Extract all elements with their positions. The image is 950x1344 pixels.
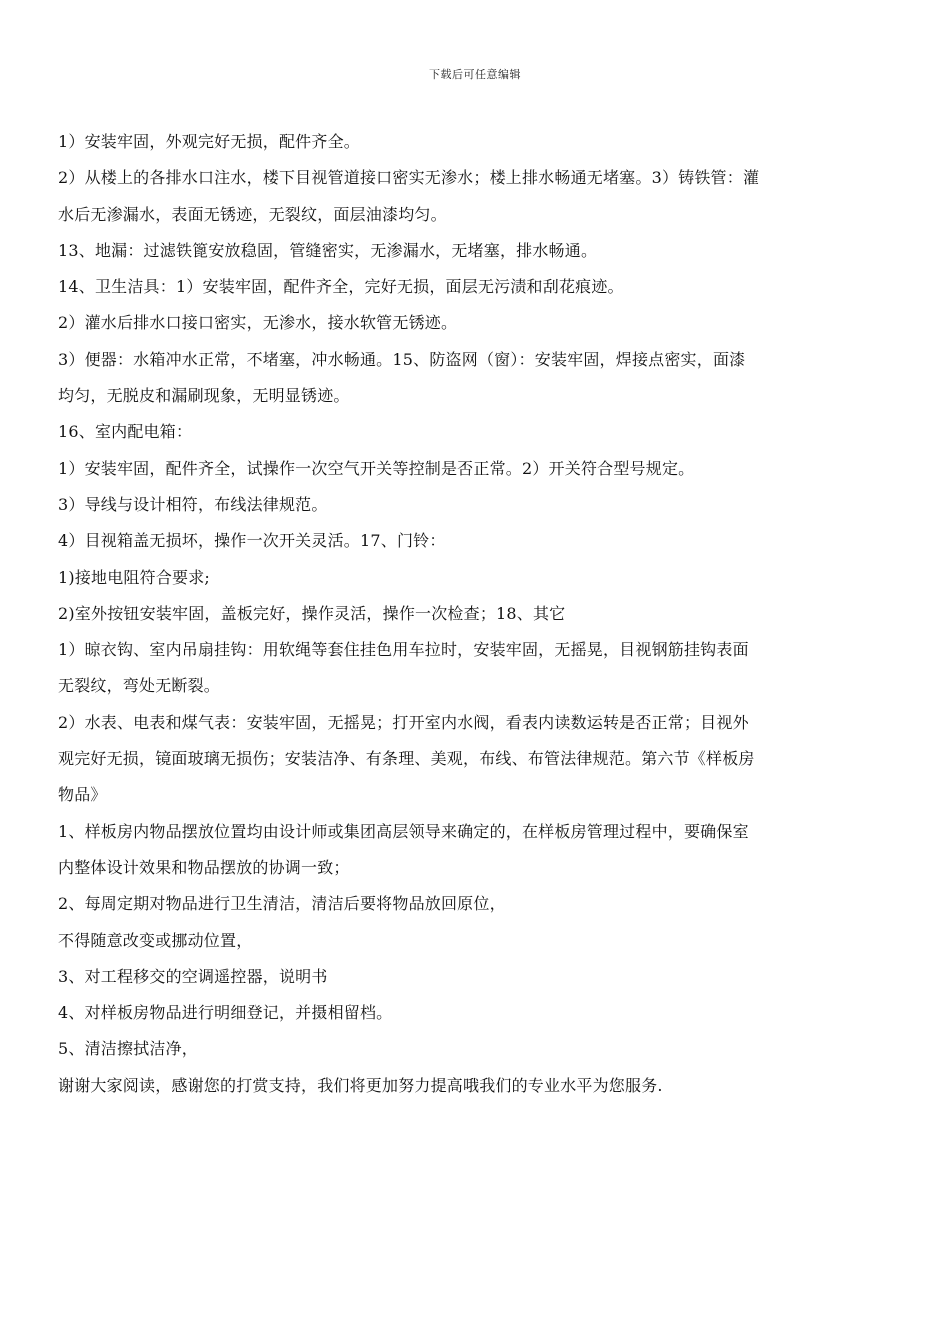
text-line: 1）安装牢固，外观完好无损，配件齐全。 — [58, 132, 360, 151]
text-line: 16、室内配电箱： — [58, 422, 193, 442]
text-line: 1、样板房内物品摆放位置均由设计师或集团高层领导来确定的，在样板房管理过程中，要确保室 — [58, 821, 749, 841]
closing-line: 谢谢大家阅读，感谢您的打赏支持，我们将更加努力提高哦我们的专业水平为您服务. — [58, 1075, 663, 1095]
page-header: 下载后可任意编辑 — [429, 68, 521, 81]
text-line: 观完好无损，镜面玻璃无损伤；安装洁净、有条理、美观，布线、布管法律规范。第六节《样板房 — [58, 749, 755, 769]
text-line: 水后无渗漏水，表面无锈迹，无裂纹，面层油漆均匀。 — [58, 204, 447, 224]
text-line: 1)接地电阻符合要求; — [58, 567, 211, 587]
text-line: 3）导线与设计相符，布线法律规范。 — [58, 494, 328, 514]
text-line: 2、每周定期对物品进行卫生清洁，清洁后要将物品放回原位， — [58, 894, 506, 914]
text-line: 无裂纹，弯处无断裂。 — [58, 676, 221, 696]
text-line: 1）晾衣钩、室内吊扇挂钩：用软绳等套住挂色用车拉时，安装牢固，无摇晃，目视钢筋挂钩表面 — [58, 640, 749, 660]
text-line: 2）水表、电表和煤气表：安装牢固，无摇晃；打开室内水阀，看表内读数运转是否正常；目视外 — [58, 712, 749, 732]
text-line: 内整体设计效果和物品摆放的协调一致； — [58, 857, 350, 877]
text-line: 物品》 — [58, 785, 107, 805]
text-line: 4）目视箱盖无损坏，操作一次开关灵活。17、门铃： — [58, 531, 446, 551]
text-line: 2)室外按钮安装牢固，盖板完好，操作灵活，操作一次检查；18、其它 — [58, 603, 566, 623]
text-line: 3、对工程移交的空调遥控器，说明书 — [58, 966, 328, 986]
text-line: 14、卫生洁具：1）安装牢固，配件齐全，完好无损，面层无污渍和刮花痕迹。 — [58, 277, 624, 297]
document-body — [58, 124, 888, 1104]
text-line: 不得随意改变或挪动位置， — [58, 930, 253, 950]
text-line: 13、地漏：过滤铁篦安放稳固，管缝密实，无渗漏水，无堵塞，排水畅通。 — [58, 240, 598, 260]
text-line: 4、对样板房物品进行明细登记，并摄相留档。 — [58, 1003, 393, 1023]
text-line: 2）从楼上的各排水口注水，楼下目视管道接口密实无渗水；楼上排水畅通无堵塞。3）铸铁管：灌 — [58, 168, 760, 188]
text-line: 1）安装牢固，配件齐全，试操作一次空气开关等控制是否正常。2）开关符合型号规定。 — [58, 458, 695, 478]
text-line: 3）便器：水箱冲水正常，不堵塞，冲水畅通。15、防盗网（窗）：安装牢固，焊接点密实，面漆 — [58, 349, 746, 369]
text-line: 均匀，无脱皮和漏刷现象，无明显锈迹。 — [58, 386, 350, 406]
text-line: 2）灌水后排水口接口密实，无渗水，接水软管无锈迹。 — [58, 313, 458, 333]
text-line: 5、清洁擦拭洁净， — [58, 1039, 198, 1059]
